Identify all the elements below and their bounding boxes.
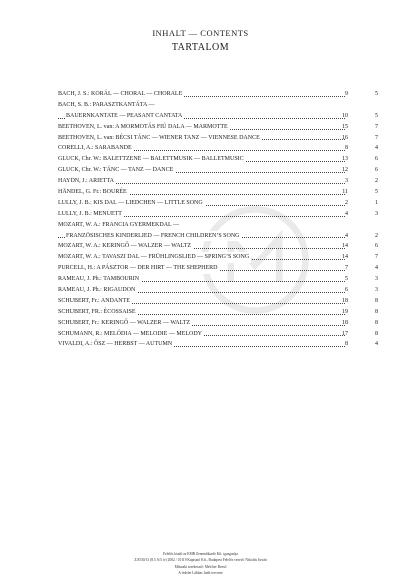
toc-entry-title: SCHUBERT, Fr.: ANDANTE <box>58 296 132 307</box>
toc-entry-title: SCHUBERT, FR.: ÉCOSSAISE <box>58 307 138 318</box>
toc-entry-page: 6 <box>345 287 348 294</box>
toc-entry <box>58 176 378 187</box>
toc-entry <box>58 209 378 220</box>
toc-entry-number: 6 <box>375 243 378 250</box>
toc-entry <box>58 220 378 231</box>
toc-entry-page: 2 <box>345 199 348 206</box>
toc-entry-page: 4 <box>345 232 348 239</box>
toc-entry-number: 4 <box>375 265 378 272</box>
toc-entry-title: MOZART, W. A.: FRANCIA GYERMEKDAL — <box>58 220 181 231</box>
toc-entry-title: MOZART, W. A.: KERINGŐ — WALZER — WALTZ <box>58 241 193 252</box>
toc-entry-title: SCHUBERT, Fr.: KERINGŐ — WALZER — WALTZ <box>58 318 192 329</box>
toc-entry-number: 1 <box>375 199 378 206</box>
toc-entry-page: 7 <box>345 265 348 272</box>
toc-entry-title: LULLY, J. B.: KIS DAL — LIEDCHEN — LITTLE SONG <box>58 198 205 209</box>
toc-entry-title: BAUERNKANTATE — PEASANT CANTATA <box>66 111 184 122</box>
toc-entry <box>58 165 378 176</box>
toc-entry-page: 13 <box>342 156 348 163</box>
footer-line: Műszaki szerkesztő: Melcher Rezső <box>174 564 227 569</box>
toc-entry-title: BACH, S. B.: PARASZTKANTÁTA — <box>58 100 156 111</box>
contents-subheading: TARTALOM <box>171 42 230 53</box>
toc-entry-title: LULLY, J. B.: MENUETT <box>58 209 124 220</box>
footer-line: A fedelet Lábbas Judit tervezte <box>178 570 223 575</box>
toc-entry-page: 3 <box>345 178 348 185</box>
toc-entry-page: 17 <box>342 330 348 337</box>
toc-entry-number: 8 <box>375 330 378 337</box>
toc-entry-number: 6 <box>375 156 378 163</box>
toc-entry <box>58 296 378 307</box>
toc-entry-page: 14 <box>342 243 348 250</box>
toc-entry-title: FRANZÖSISCHES KINDERLIED — FRENCH CHILDREN’S SONG <box>66 231 242 242</box>
toc-entry-number: 7 <box>375 123 378 130</box>
toc-entry-number: 4 <box>375 341 378 348</box>
toc-entry-title: HÄNDEL, G. Fr.: BOURÉE <box>58 187 129 198</box>
toc-entry-title: VIVALDI, A.: ŐSZ — HERBST — AUTUMN <box>58 339 174 350</box>
toc-entry-number: 2 <box>375 232 378 239</box>
contents-heading: INHALT — CONTENTS <box>152 28 249 38</box>
toc-entry-number: 3 <box>375 276 378 283</box>
toc-entry-title: BACH, J. S.: KORÁL — CHORAL — CHORALE <box>58 89 184 100</box>
toc-entry-title: MOZART, W. A.: TAVASZI DAL — FRÜHLINGSLIED — SPRING’S SONG <box>58 252 251 263</box>
toc-entry-page: 8 <box>345 341 348 348</box>
toc-entry-number: 5 <box>375 91 378 97</box>
toc-entry-number: 7 <box>375 254 378 261</box>
toc-entry-page: 18 <box>342 297 348 304</box>
toc-entry <box>58 252 378 263</box>
footer-line: Felelős kiadó az EMB Zeneműkiadó Kft. igazgatója <box>163 552 238 556</box>
toc-entry-page: 5 <box>345 276 348 283</box>
toc-entry-number: 6 <box>375 167 378 174</box>
toc-entry-page: 9 <box>345 91 348 97</box>
toc-entry <box>58 339 378 350</box>
toc-entry-title: RAMEAU, J. Ph.: RIGAUDON <box>58 285 137 296</box>
toc-entry-number: 3 <box>375 210 378 217</box>
toc-entry-page: 10 <box>342 112 348 119</box>
toc-entry <box>58 318 378 329</box>
toc-entry-page: 18 <box>342 319 348 326</box>
toc-entry-title: GLUCK, Chr. W.: BALETTZENE — BALETTMUSIK — BALLETMUSIC <box>58 154 246 165</box>
toc-entry-number: 5 <box>375 112 378 119</box>
toc-entry <box>58 231 378 242</box>
toc-entry-title: HAYDN, J.: ARIETTA <box>58 176 116 187</box>
footer-line: Z.8530/13 (8,5 A/5 ív) 2002 / 10119 Kapisató Kft., Budapest Felelős vezető: Nikolits István <box>134 558 267 563</box>
toc-entry-page: 12 <box>342 167 348 174</box>
toc-entry-number: 3 <box>375 287 378 294</box>
toc-entry <box>58 307 378 318</box>
toc-entry-number: 8 <box>375 319 378 326</box>
publisher-footer <box>0 551 401 576</box>
toc-entry <box>58 111 378 122</box>
toc-entry-title: GLUCK, Chr. W.: TÁNC — TANZ — DANCE <box>58 165 175 176</box>
toc-entry <box>58 285 378 296</box>
toc-entry <box>58 187 378 198</box>
toc-entry <box>58 274 378 285</box>
toc-entry-page: 14 <box>342 254 348 261</box>
toc-entry <box>58 263 378 274</box>
toc-entry-page: 11 <box>342 189 348 196</box>
toc-entry <box>58 198 378 209</box>
toc-entry-page: 8 <box>345 145 348 152</box>
toc-entry-page: 4 <box>345 210 348 217</box>
toc-entry-title: PURCELL, H.: A PÁSZTOR — DER HIRT — THE SHEPHERD <box>58 263 220 274</box>
toc-entry-number: 8 <box>375 297 378 304</box>
toc-entry <box>58 133 378 144</box>
toc-entry <box>58 143 378 154</box>
toc-entry-title: RAMEAU, J. Ph.: TAMBOURIN <box>58 274 141 285</box>
toc-entry-page: 15 <box>342 123 348 130</box>
toc-entry-number: 8 <box>375 308 378 315</box>
toc-entry <box>58 329 378 340</box>
table-of-contents <box>58 89 378 350</box>
toc-entry-title: BEETHOVEN, L. van: BÉCSI TÁNC — WIENER TANZ — VIENNESE DANCE <box>58 133 262 144</box>
toc-entry <box>58 241 378 252</box>
toc-entry <box>58 154 378 165</box>
toc-entry-number: 4 <box>375 145 378 152</box>
toc-entry-title: SCHUMANN, R.: MELÓDIA — MELODIE — MELODY <box>58 329 204 340</box>
toc-entry-number: 7 <box>375 134 378 141</box>
toc-entry-page: 16 <box>342 134 348 141</box>
toc-entry-number: 5 <box>375 189 378 196</box>
toc-entry-page: 19 <box>342 308 348 315</box>
toc-entry <box>58 100 378 111</box>
toc-entry-number: 2 <box>375 178 378 185</box>
toc-entry <box>58 122 378 133</box>
toc-entry-title: CORELLI, A.: SARABANDE <box>58 143 134 154</box>
toc-entry <box>58 89 378 100</box>
toc-entry-title: BEETHOVEN, L. van: A MORMOTÁS FIÚ DALA — MARMOTTE <box>58 122 230 133</box>
